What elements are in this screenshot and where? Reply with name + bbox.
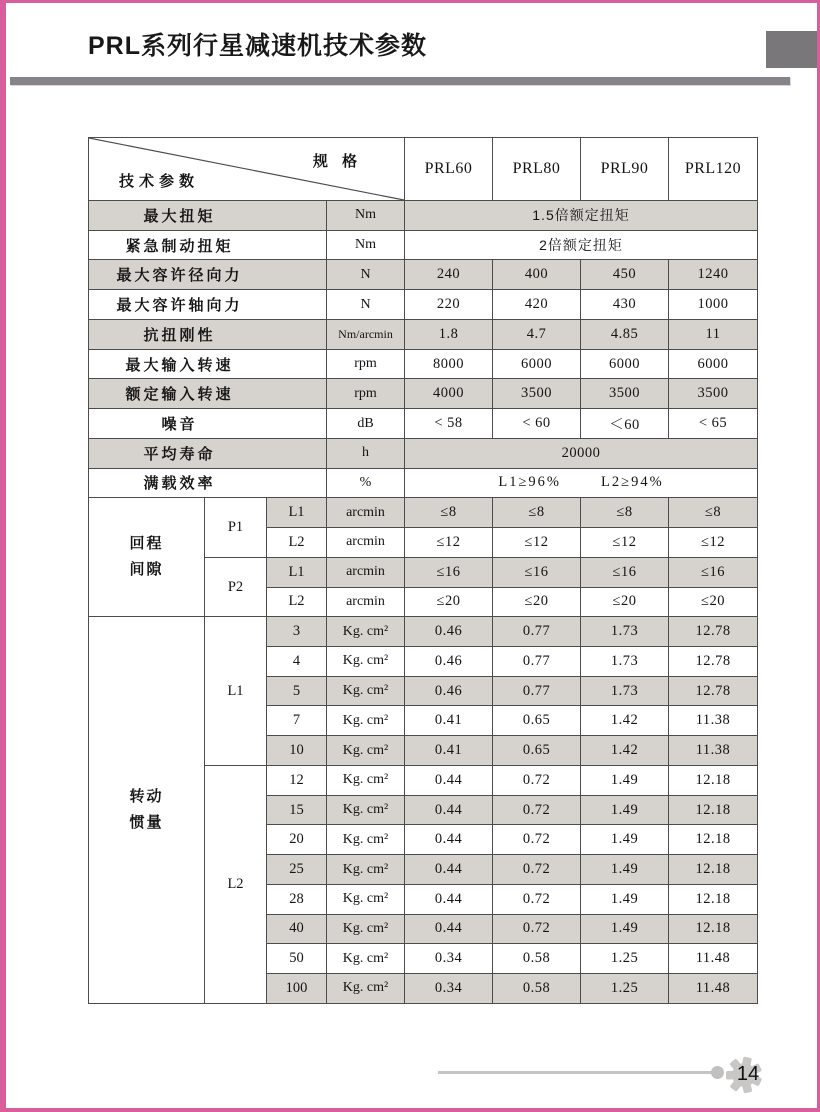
table-row xyxy=(89,379,758,409)
value-cell: 0.77 xyxy=(493,647,581,677)
table-row xyxy=(89,498,758,528)
ratio-cell: 28 xyxy=(267,884,327,914)
value-cell: 1.49 xyxy=(581,825,669,855)
value-cell: 6000 xyxy=(581,349,669,379)
unit-cell: Kg. cm² xyxy=(327,765,405,795)
ratio-cell: 40 xyxy=(267,914,327,944)
unit-cell: arcmin xyxy=(327,528,405,558)
value-cell: 0.77 xyxy=(493,617,581,647)
value-cell: 1.42 xyxy=(581,706,669,736)
value-cell: 4.7 xyxy=(493,319,581,349)
unit-cell: N xyxy=(327,260,405,290)
param-label-cell: 紧急制动扭矩 xyxy=(89,230,327,260)
value-cell: ＜60 xyxy=(581,409,669,439)
ratio-cell: 5 xyxy=(267,676,327,706)
unit-cell: Nm xyxy=(327,230,405,260)
unit-cell: Kg. cm² xyxy=(327,914,405,944)
unit-cell: Kg. cm² xyxy=(327,795,405,825)
ratio-cell: 50 xyxy=(267,944,327,974)
value-cell-merged: 1.5倍额定扭矩 xyxy=(405,201,758,231)
col-header-prl120: PRL120 xyxy=(669,138,758,201)
value-cell: 12.18 xyxy=(669,855,758,885)
value-cell-merged: 20000 xyxy=(405,438,758,468)
value-cell: 3500 xyxy=(669,379,758,409)
page-border-bottom xyxy=(0,1108,820,1112)
col-header-prl90: PRL90 xyxy=(581,138,669,201)
group-cell: P1 xyxy=(205,498,267,557)
value-cell: 11.48 xyxy=(669,944,758,974)
value-cell: 12.18 xyxy=(669,825,758,855)
value-cell: 12.18 xyxy=(669,795,758,825)
table-row xyxy=(89,617,758,647)
section-label-cell xyxy=(89,498,205,617)
value-cell: 11.38 xyxy=(669,736,758,766)
section-label-cell xyxy=(89,617,205,1004)
level-cell: L1 xyxy=(267,557,327,587)
footer-rule xyxy=(438,1071,716,1074)
unit-cell: Kg. cm² xyxy=(327,944,405,974)
table-row xyxy=(89,230,758,260)
ratio-cell: 15 xyxy=(267,795,327,825)
param-label-cell: 最大容许径向力 xyxy=(89,260,327,290)
unit-cell: Kg. cm² xyxy=(327,647,405,677)
unit-cell: h xyxy=(327,438,405,468)
table-row xyxy=(89,409,758,439)
param-label-cell: 平均寿命 xyxy=(89,438,327,468)
value-cell: 1.8 xyxy=(405,319,493,349)
value-cell: 11.48 xyxy=(669,974,758,1004)
table-row xyxy=(89,468,758,498)
value-cell: 0.34 xyxy=(405,974,493,1004)
header-corner-square xyxy=(766,31,817,68)
value-cell: 400 xyxy=(493,260,581,290)
value-cell: 0.72 xyxy=(493,825,581,855)
ratio-cell: 20 xyxy=(267,825,327,855)
value-cell: ≤20 xyxy=(669,587,758,617)
value-cell: 1000 xyxy=(669,290,758,320)
unit-cell: dB xyxy=(327,409,405,439)
value-cell: 1.49 xyxy=(581,795,669,825)
ratio-cell: 7 xyxy=(267,706,327,736)
value-cell: 0.44 xyxy=(405,765,493,795)
unit-cell: Kg. cm² xyxy=(327,736,405,766)
value-cell-merged: 2倍额定扭矩 xyxy=(405,230,758,260)
value-cell: < 65 xyxy=(669,409,758,439)
unit-cell: rpm xyxy=(327,349,405,379)
value-cell: 0.77 xyxy=(493,676,581,706)
page-border-left xyxy=(0,0,6,1112)
value-cell: ≤8 xyxy=(405,498,493,528)
efficiency-value-l1: L1≥96% xyxy=(498,474,561,491)
table-row xyxy=(89,438,758,468)
value-cell: ≤8 xyxy=(581,498,669,528)
unit-cell: arcmin xyxy=(327,587,405,617)
value-cell: 3500 xyxy=(581,379,669,409)
value-cell: 0.34 xyxy=(405,944,493,974)
table-row xyxy=(89,260,758,290)
value-cell: 1.42 xyxy=(581,736,669,766)
unit-cell: Kg. cm² xyxy=(327,855,405,885)
value-cell: 0.65 xyxy=(493,706,581,736)
value-cell: 1.73 xyxy=(581,676,669,706)
unit-cell: arcmin xyxy=(327,557,405,587)
value-cell: 1.49 xyxy=(581,884,669,914)
ratio-cell: 3 xyxy=(267,617,327,647)
footer-rule-dot xyxy=(711,1066,724,1079)
value-cell: ≤12 xyxy=(581,528,669,558)
value-cell: ≤8 xyxy=(493,498,581,528)
value-cell: 12.18 xyxy=(669,884,758,914)
ratio-cell: 10 xyxy=(267,736,327,766)
value-cell: ≤16 xyxy=(581,557,669,587)
value-cell: 12.78 xyxy=(669,617,758,647)
value-cell: ≤12 xyxy=(493,528,581,558)
value-cell: ≤16 xyxy=(405,557,493,587)
section-label-line: 惯量 xyxy=(129,814,164,832)
value-cell: 0.46 xyxy=(405,647,493,677)
level-cell: L2 xyxy=(267,587,327,617)
section-label-line: 转动 xyxy=(129,787,164,805)
value-cell: 0.41 xyxy=(405,706,493,736)
param-label-cell: 最大输入转速 xyxy=(89,349,327,379)
value-cell: < 60 xyxy=(493,409,581,439)
group-cell: L1 xyxy=(205,617,267,766)
value-cell: 6000 xyxy=(669,349,758,379)
section-label-line: 间隙 xyxy=(129,561,164,579)
value-cell: 0.44 xyxy=(405,914,493,944)
group-cell: P2 xyxy=(205,557,267,616)
unit-cell: Kg. cm² xyxy=(327,676,405,706)
param-label-cell: 抗扭刚性 xyxy=(89,319,327,349)
param-label-cell: 噪音 xyxy=(89,409,327,439)
param-label-cell: 额定输入转速 xyxy=(89,379,327,409)
col-header-prl80: PRL80 xyxy=(493,138,581,201)
value-cell: 0.58 xyxy=(493,974,581,1004)
value-cell: 0.44 xyxy=(405,795,493,825)
value-cell: 1.49 xyxy=(581,855,669,885)
value-cell: 0.58 xyxy=(493,944,581,974)
unit-cell: Kg. cm² xyxy=(327,884,405,914)
value-cell: ≤12 xyxy=(405,528,493,558)
table-header-row xyxy=(89,138,758,201)
page-title: PRL系列行星减速机技术参数 xyxy=(88,32,428,60)
title-underline-bar xyxy=(10,77,790,85)
value-cell: 12.78 xyxy=(669,676,758,706)
value-cell: 0.72 xyxy=(493,884,581,914)
unit-cell: Kg. cm² xyxy=(327,617,405,647)
value-cell: ≤16 xyxy=(669,557,758,587)
value-cell: ≤12 xyxy=(669,528,758,558)
unit-cell: N xyxy=(327,290,405,320)
value-cell: 1.49 xyxy=(581,914,669,944)
efficiency-value-l2: L2≥94% xyxy=(601,474,664,491)
value-cell: 0.44 xyxy=(405,825,493,855)
value-cell: ≤8 xyxy=(669,498,758,528)
value-cell: 0.65 xyxy=(493,736,581,766)
page-number: 14 xyxy=(736,1063,760,1085)
page-border-top xyxy=(0,0,820,3)
value-cell: 0.72 xyxy=(493,765,581,795)
unit-cell: Kg. cm² xyxy=(327,825,405,855)
value-cell: 12.78 xyxy=(669,647,758,677)
ratio-cell: 25 xyxy=(267,855,327,885)
param-label-cell: 最大容许轴向力 xyxy=(89,290,327,320)
value-cell: 0.41 xyxy=(405,736,493,766)
value-cell: 4000 xyxy=(405,379,493,409)
corner-label-spec: 规 格 xyxy=(312,153,362,170)
unit-cell: Nm/arcmin xyxy=(327,319,405,349)
table-row xyxy=(89,349,758,379)
value-cell: ≤20 xyxy=(581,587,669,617)
value-cell: 0.72 xyxy=(493,795,581,825)
level-cell: L1 xyxy=(267,498,327,528)
value-cell: 1240 xyxy=(669,260,758,290)
value-cell: 240 xyxy=(405,260,493,290)
table-row xyxy=(89,290,758,320)
value-cell: 3500 xyxy=(493,379,581,409)
page-number-badge xyxy=(725,1054,763,1096)
ratio-cell: 4 xyxy=(267,647,327,677)
value-cell: 420 xyxy=(493,290,581,320)
value-cell: 0.44 xyxy=(405,855,493,885)
value-cell: < 58 xyxy=(405,409,493,439)
value-cell: 220 xyxy=(405,290,493,320)
value-cell: 12.18 xyxy=(669,765,758,795)
param-label-cell: 满载效率 xyxy=(89,468,327,498)
corner-label-params: 技术参数 xyxy=(119,173,200,190)
table-corner-cell xyxy=(89,138,405,201)
value-cell: 1.73 xyxy=(581,617,669,647)
value-cell: 8000 xyxy=(405,349,493,379)
unit-cell: rpm xyxy=(327,379,405,409)
value-cell: ≤16 xyxy=(493,557,581,587)
value-cell: 6000 xyxy=(493,349,581,379)
unit-cell: Nm xyxy=(327,201,405,231)
ratio-cell: 12 xyxy=(267,765,327,795)
value-cell: 1.25 xyxy=(581,944,669,974)
value-cell: 0.46 xyxy=(405,676,493,706)
ratio-cell: 100 xyxy=(267,974,327,1004)
value-cell: 430 xyxy=(581,290,669,320)
value-cell: 11.38 xyxy=(669,706,758,736)
value-cell: 4.85 xyxy=(581,319,669,349)
value-cell: 1.25 xyxy=(581,974,669,1004)
value-cell: ≤20 xyxy=(405,587,493,617)
value-cell: 0.44 xyxy=(405,884,493,914)
value-cell: 11 xyxy=(669,319,758,349)
value-cell: 1.49 xyxy=(581,765,669,795)
table-row xyxy=(89,201,758,231)
unit-cell: Kg. cm² xyxy=(327,706,405,736)
unit-cell: % xyxy=(327,468,405,498)
level-cell: L2 xyxy=(267,528,327,558)
section-label-line: 回程 xyxy=(129,535,164,553)
group-cell: L2 xyxy=(205,765,267,1003)
col-header-prl60: PRL60 xyxy=(405,138,493,201)
unit-cell: Kg. cm² xyxy=(327,974,405,1004)
spec-table xyxy=(88,137,758,1004)
value-cell: 450 xyxy=(581,260,669,290)
value-cell: 12.18 xyxy=(669,914,758,944)
value-cell: 0.46 xyxy=(405,617,493,647)
value-cell: 0.72 xyxy=(493,914,581,944)
table-row xyxy=(89,319,758,349)
unit-cell: arcmin xyxy=(327,498,405,528)
value-cell: 0.72 xyxy=(493,855,581,885)
param-label-cell: 最大扭矩 xyxy=(89,201,327,231)
value-cell: ≤20 xyxy=(493,587,581,617)
value-cell: 1.73 xyxy=(581,647,669,677)
value-cell-merged xyxy=(405,468,758,498)
